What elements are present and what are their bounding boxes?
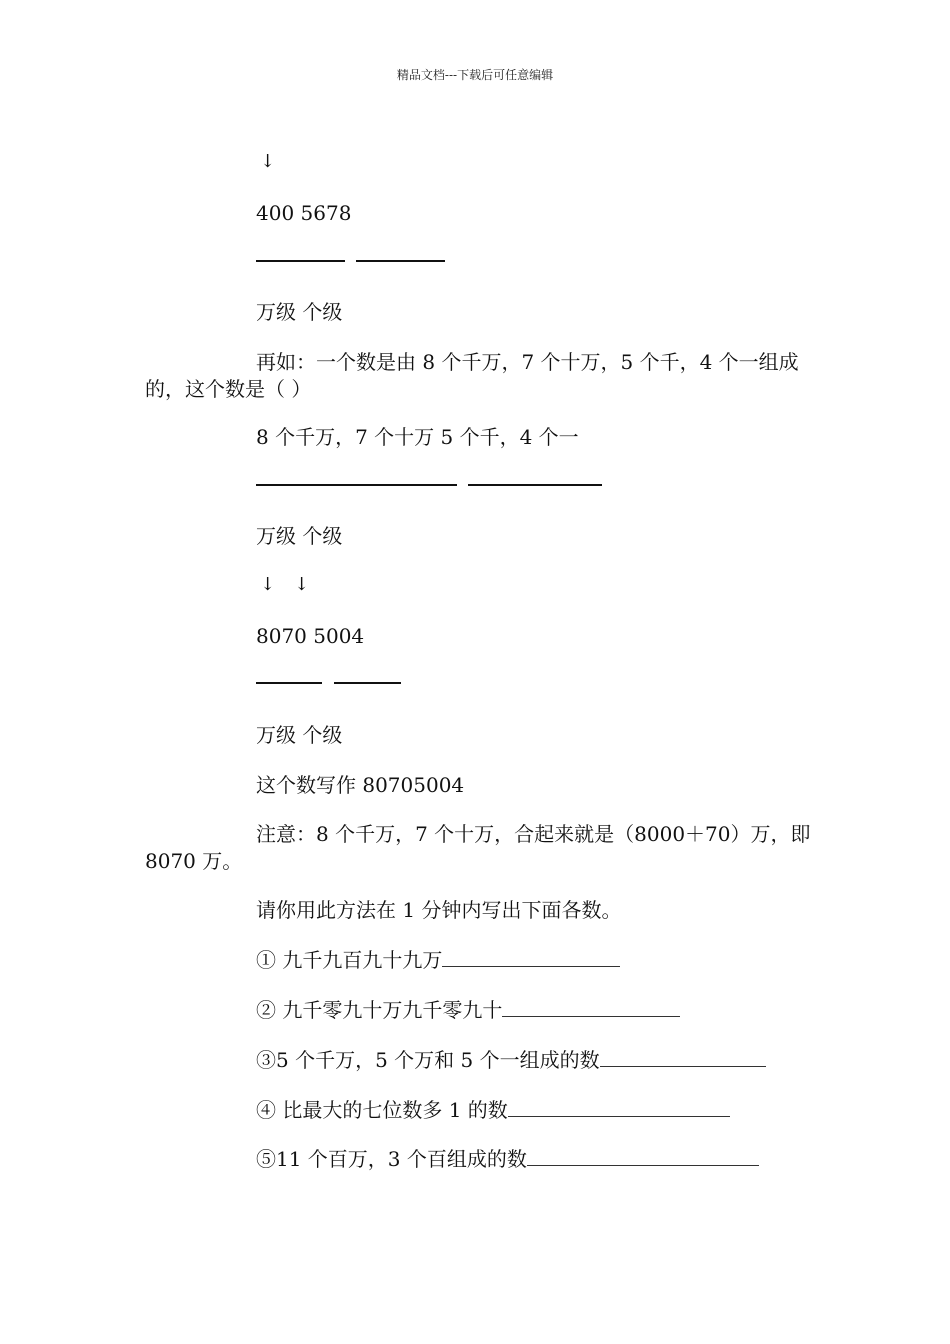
exercise-item: ④ 比最大的七位数多 1 的数 (256, 1096, 730, 1123)
underline-ge-level (356, 260, 445, 262)
down-arrow-icon: ↓ (294, 574, 310, 595)
note-paragraph: 注意：8 个千万，7 个十万，合起来就是（8000＋70）万，即 8070 万。 (145, 822, 811, 873)
underline-wan-level (256, 260, 345, 262)
level-labels: 万级 个级 (256, 524, 343, 548)
underline-ge-level (468, 484, 602, 486)
exercise-item: ③5 个千万，5 个万和 5 个一组成的数 (256, 1046, 766, 1073)
answer-blank[interactable] (600, 1046, 766, 1067)
grouped-number: 8070 5004 (256, 624, 365, 648)
page-header: 精品文档---下载后可任意编辑 (396, 68, 554, 82)
underline-ge-level (334, 682, 401, 684)
level-labels: 万级 个级 (256, 723, 343, 747)
down-arrow-icon: ↓ (260, 151, 276, 172)
exercise-item: ⑤11 个百万，3 个百组成的数 (256, 1145, 759, 1172)
underline-wan-level (256, 682, 322, 684)
answer-blank[interactable] (508, 1096, 730, 1117)
level-labels: 万级 个级 (256, 300, 343, 324)
answer-blank[interactable] (442, 946, 620, 967)
example-intro: 再如：一个数是由 8 个千万，7 个十万，5 个千，4 个一组成的，这个数是（ ） (145, 350, 799, 401)
example-parts: 8 个千万，7 个十万 5 个千，4 个一 (256, 425, 579, 449)
written-number: 这个数写作 80705004 (256, 773, 465, 797)
exercise-item: ① 九千九百九十九万 (256, 946, 620, 973)
grouped-number: 400 5678 (256, 201, 352, 225)
exercise-item: ② 九千零九十万九千零九十 (256, 996, 680, 1023)
answer-blank[interactable] (527, 1145, 759, 1166)
down-arrow-icon: ↓ (260, 574, 276, 595)
exercise-instruction: 请你用此方法在 1 分钟内写出下面各数。 (256, 898, 622, 922)
answer-blank[interactable] (502, 996, 680, 1017)
underline-wan-level (256, 484, 457, 486)
